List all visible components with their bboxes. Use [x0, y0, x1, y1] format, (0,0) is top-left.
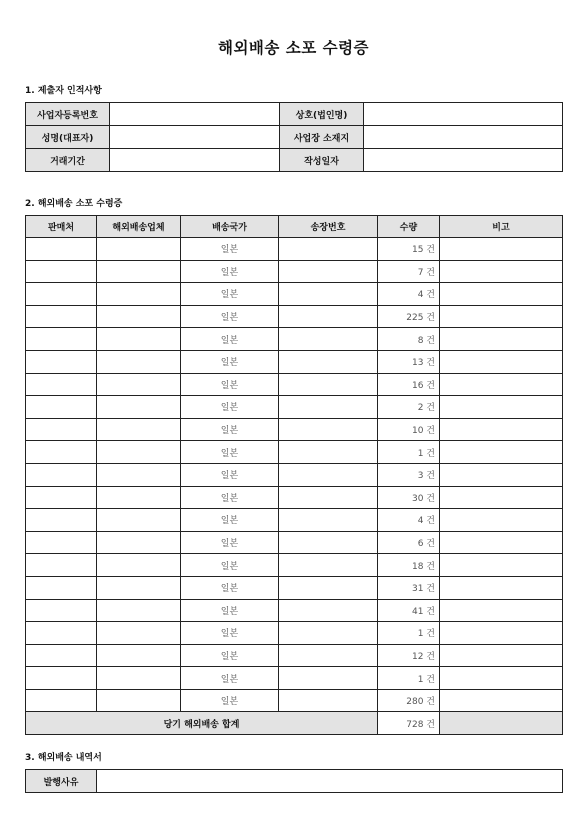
representative-field[interactable]	[110, 126, 280, 149]
issue-reason-label: 발행사유	[26, 770, 97, 793]
quantity-cell[interactable]: 31 건	[378, 576, 440, 599]
country-cell[interactable]: 일본	[181, 531, 279, 554]
invoice-cell[interactable]	[279, 373, 378, 396]
quantity-cell[interactable]: 30 건	[378, 486, 440, 509]
shipment-table	[25, 215, 563, 735]
seller-cell[interactable]	[26, 644, 97, 667]
invoice-cell[interactable]	[279, 576, 378, 599]
table-row	[26, 531, 563, 554]
seller-cell[interactable]	[26, 509, 97, 532]
table-row	[26, 350, 563, 373]
invoice-cell[interactable]	[279, 328, 378, 351]
carrier-cell[interactable]	[97, 644, 181, 667]
seller-cell[interactable]	[26, 238, 97, 261]
seller-cell[interactable]	[26, 418, 97, 441]
carrier-cell[interactable]	[97, 441, 181, 464]
page-title: 해외배송 소포 수령증	[217, 39, 370, 57]
carrier-cell[interactable]	[97, 463, 181, 486]
quantity-cell[interactable]: 10 건	[378, 418, 440, 441]
seller-cell[interactable]	[26, 486, 97, 509]
invoice-cell[interactable]	[279, 418, 378, 441]
table-row	[26, 441, 563, 464]
note-cell[interactable]	[440, 509, 563, 532]
header-seller: 판매처	[26, 216, 97, 238]
carrier-cell[interactable]	[97, 305, 181, 328]
seller-cell[interactable]	[26, 441, 97, 464]
country-cell[interactable]: 일본	[181, 689, 279, 712]
info-row	[26, 103, 563, 126]
invoice-cell[interactable]	[279, 531, 378, 554]
header-invoice: 송장번호	[279, 216, 378, 238]
note-cell[interactable]	[440, 283, 563, 306]
quantity-cell[interactable]: 7 건	[378, 260, 440, 283]
carrier-cell[interactable]	[97, 238, 181, 261]
business-address-label: 사업장 소재지	[280, 126, 364, 149]
note-cell[interactable]	[440, 486, 563, 509]
note-cell[interactable]	[440, 373, 563, 396]
country-cell[interactable]: 일본	[181, 667, 279, 690]
invoice-cell[interactable]	[279, 441, 378, 464]
quantity-cell[interactable]: 12 건	[378, 644, 440, 667]
seller-cell[interactable]	[26, 305, 97, 328]
invoice-cell[interactable]	[279, 509, 378, 532]
table-row	[26, 396, 563, 419]
business-number-label: 사업자등록번호	[26, 103, 110, 126]
carrier-cell[interactable]	[97, 418, 181, 441]
country-cell[interactable]: 일본	[181, 576, 279, 599]
section-1-heading: 1. 제출자 인적사항	[25, 86, 102, 96]
invoice-cell[interactable]	[279, 599, 378, 622]
shipment-header-row	[26, 216, 563, 238]
seller-cell[interactable]	[26, 689, 97, 712]
seller-cell[interactable]	[26, 554, 97, 577]
seller-cell[interactable]	[26, 622, 97, 645]
seller-cell[interactable]	[26, 576, 97, 599]
carrier-cell[interactable]	[97, 622, 181, 645]
note-cell[interactable]	[440, 260, 563, 283]
company-name-label: 상호(법인명)	[280, 103, 364, 126]
quantity-cell[interactable]: 280 건	[378, 689, 440, 712]
note-cell[interactable]	[440, 350, 563, 373]
header-country: 배송국가	[181, 216, 279, 238]
carrier-cell[interactable]	[97, 576, 181, 599]
business-address-field[interactable]	[364, 126, 563, 149]
invoice-cell[interactable]	[279, 350, 378, 373]
seller-cell[interactable]	[26, 531, 97, 554]
header-quantity: 수량	[378, 216, 440, 238]
note-cell[interactable]	[440, 463, 563, 486]
carrier-cell[interactable]	[97, 396, 181, 419]
invoice-cell[interactable]	[279, 667, 378, 690]
carrier-cell[interactable]	[97, 554, 181, 577]
carrier-cell[interactable]	[97, 531, 181, 554]
table-row	[26, 576, 563, 599]
country-cell[interactable]: 일본	[181, 350, 279, 373]
country-cell[interactable]: 일본	[181, 599, 279, 622]
issue-reason-table	[25, 769, 563, 793]
country-cell[interactable]: 일본	[181, 283, 279, 306]
note-cell[interactable]	[440, 689, 563, 712]
header-note: 비고	[440, 216, 563, 238]
seller-cell[interactable]	[26, 396, 97, 419]
invoice-cell[interactable]	[279, 238, 378, 261]
trade-period-field[interactable]	[110, 149, 280, 172]
quantity-cell[interactable]: 18 건	[378, 554, 440, 577]
section-3-heading: 3. 해외배송 내역서	[25, 753, 102, 763]
quantity-cell[interactable]: 1 건	[378, 622, 440, 645]
note-cell[interactable]	[440, 531, 563, 554]
quantity-cell[interactable]: 16 건	[378, 373, 440, 396]
seller-cell[interactable]	[26, 260, 97, 283]
total-note	[440, 712, 563, 735]
issue-reason-field[interactable]	[97, 770, 563, 793]
invoice-cell[interactable]	[279, 396, 378, 419]
invoice-cell[interactable]	[279, 463, 378, 486]
country-cell[interactable]: 일본	[181, 305, 279, 328]
table-row	[26, 373, 563, 396]
country-cell[interactable]: 일본	[181, 644, 279, 667]
table-row	[26, 418, 563, 441]
table-row	[26, 260, 563, 283]
country-cell[interactable]: 일본	[181, 509, 279, 532]
quantity-cell[interactable]: 3 건	[378, 463, 440, 486]
quantity-cell[interactable]: 225 건	[378, 305, 440, 328]
country-cell[interactable]: 일본	[181, 463, 279, 486]
written-date-field[interactable]	[364, 149, 563, 172]
representative-label: 성명(대표자)	[26, 126, 110, 149]
trade-period-label: 거래기간	[26, 149, 110, 172]
table-row	[26, 305, 563, 328]
carrier-cell[interactable]	[97, 689, 181, 712]
note-cell[interactable]	[440, 554, 563, 577]
country-cell[interactable]: 일본	[181, 441, 279, 464]
issue-reason-row	[26, 770, 563, 793]
table-row	[26, 622, 563, 645]
note-cell[interactable]	[440, 667, 563, 690]
table-row	[26, 238, 563, 261]
invoice-cell[interactable]	[279, 283, 378, 306]
carrier-cell[interactable]	[97, 373, 181, 396]
quantity-cell[interactable]: 2 건	[378, 396, 440, 419]
carrier-cell[interactable]	[97, 667, 181, 690]
country-cell[interactable]: 일본	[181, 418, 279, 441]
info-row	[26, 126, 563, 149]
submitter-info-table	[25, 102, 563, 172]
carrier-cell[interactable]	[97, 486, 181, 509]
total-value: 728 건	[378, 712, 440, 735]
quantity-cell[interactable]: 1 건	[378, 441, 440, 464]
quantity-cell[interactable]: 8 건	[378, 328, 440, 351]
country-cell[interactable]: 일본	[181, 554, 279, 577]
business-number-field[interactable]	[110, 103, 280, 126]
seller-cell[interactable]	[26, 350, 97, 373]
note-cell[interactable]	[440, 599, 563, 622]
seller-cell[interactable]	[26, 463, 97, 486]
carrier-cell[interactable]	[97, 328, 181, 351]
quantity-cell[interactable]: 4 건	[378, 283, 440, 306]
country-cell[interactable]: 일본	[181, 622, 279, 645]
header-carrier: 해외배송업체	[97, 216, 181, 238]
invoice-cell[interactable]	[279, 305, 378, 328]
table-row	[26, 509, 563, 532]
note-cell[interactable]	[440, 418, 563, 441]
country-cell[interactable]: 일본	[181, 238, 279, 261]
invoice-cell[interactable]	[279, 260, 378, 283]
invoice-cell[interactable]	[279, 644, 378, 667]
invoice-cell[interactable]	[279, 486, 378, 509]
carrier-cell[interactable]	[97, 260, 181, 283]
note-cell[interactable]	[440, 238, 563, 261]
invoice-cell[interactable]	[279, 622, 378, 645]
country-cell[interactable]: 일본	[181, 396, 279, 419]
seller-cell[interactable]	[26, 667, 97, 690]
country-cell[interactable]: 일본	[181, 260, 279, 283]
table-row	[26, 486, 563, 509]
table-row	[26, 644, 563, 667]
quantity-cell[interactable]: 6 건	[378, 531, 440, 554]
country-cell[interactable]: 일본	[181, 373, 279, 396]
invoice-cell[interactable]	[279, 554, 378, 577]
note-cell[interactable]	[440, 396, 563, 419]
table-row	[26, 328, 563, 351]
total-row	[26, 712, 563, 735]
carrier-cell[interactable]	[97, 283, 181, 306]
section-2-heading: 2. 해외배송 소포 수령증	[25, 199, 123, 209]
note-cell[interactable]	[440, 576, 563, 599]
table-row	[26, 283, 563, 306]
carrier-cell[interactable]	[97, 509, 181, 532]
quantity-cell[interactable]: 13 건	[378, 350, 440, 373]
seller-cell[interactable]	[26, 373, 97, 396]
table-row	[26, 554, 563, 577]
table-row	[26, 463, 563, 486]
note-cell[interactable]	[440, 441, 563, 464]
invoice-cell[interactable]	[279, 689, 378, 712]
note-cell[interactable]	[440, 622, 563, 645]
total-label: 당기 해외배송 합계	[26, 712, 378, 735]
quantity-cell[interactable]: 41 건	[378, 599, 440, 622]
seller-cell[interactable]	[26, 283, 97, 306]
carrier-cell[interactable]	[97, 599, 181, 622]
quantity-cell[interactable]: 1 건	[378, 667, 440, 690]
quantity-cell[interactable]: 15 건	[378, 238, 440, 261]
table-row	[26, 689, 563, 712]
quantity-cell[interactable]: 4 건	[378, 509, 440, 532]
country-cell[interactable]: 일본	[181, 328, 279, 351]
carrier-cell[interactable]	[97, 350, 181, 373]
table-row	[26, 599, 563, 622]
note-cell[interactable]	[440, 305, 563, 328]
note-cell[interactable]	[440, 328, 563, 351]
shipment-rows	[26, 238, 563, 712]
seller-cell[interactable]	[26, 599, 97, 622]
info-row	[26, 149, 563, 172]
written-date-label: 작성일자	[280, 149, 364, 172]
country-cell[interactable]: 일본	[181, 486, 279, 509]
table-row	[26, 667, 563, 690]
seller-cell[interactable]	[26, 328, 97, 351]
company-name-field[interactable]	[364, 103, 563, 126]
note-cell[interactable]	[440, 644, 563, 667]
